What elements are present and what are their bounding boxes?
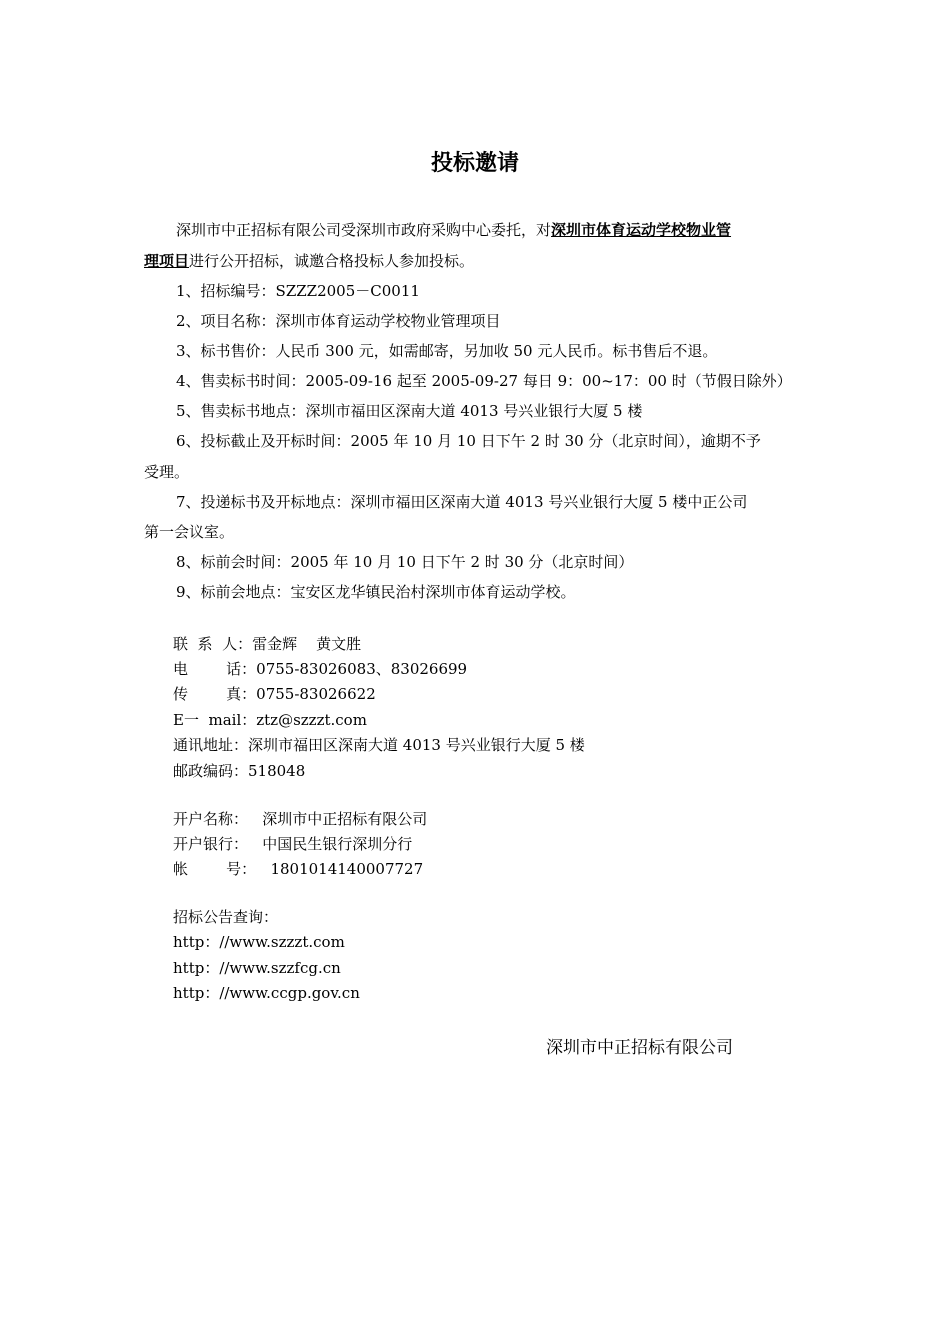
contact-address: 通讯地址：深圳市福田区深南大道 4013 号兴业银行大厦 5 楼 <box>173 736 585 754</box>
item-tender-number: 1、招标编号：SZZZ2005－C0011 <box>176 282 420 300</box>
item-submission-location: 7、投递标书及开标地点：深圳市福田区深南大道 4013 号兴业银行大厦 5 楼中正公司 <box>176 493 748 511</box>
company-signature: 深圳市中正招标有限公司 <box>546 1038 733 1058</box>
item-sale-time: 4、售卖标书时间：2005-09-16 起至 2005-09-27 每日 9：00~17：00 时（节假日除外） <box>176 372 792 390</box>
bank-account-number: 帐 号： 1801014140007727 <box>173 860 424 878</box>
query-url-ccgp[interactable]: http：//www.ccgp.gov.cn <box>173 984 360 1002</box>
contact-phone: 电 话：0755-83026083、83026699 <box>173 660 468 678</box>
query-url-szzzt[interactable]: http：//www.szzzt.com <box>173 933 345 951</box>
document-title: 投标邀请 <box>430 151 519 176</box>
bank-name: 开户银行： 中国民生银行深圳分行 <box>173 835 413 853</box>
intro-line-1 <box>176 220 731 240</box>
intro-line-2 <box>144 251 474 271</box>
item-deadline: 6、投标截止及开标时间：2005 年 10 月 10 日下午 2 时 30 分（北京时间），逾期不予 <box>176 432 761 450</box>
item-sale-location: 5、售卖标书地点：深圳市福田区深南大道 4013 号兴业银行大厦 5 楼 <box>176 402 643 420</box>
query-heading: 招标公告查询： <box>173 908 279 926</box>
item-submission-location-cont: 第一会议室。 <box>144 523 235 541</box>
item-prebid-time: 8、标前会时间：2005 年 10 月 10 日下午 2 时 30 分（北京时间） <box>176 553 634 571</box>
project-name-emphasis: 深圳市体育运动学校物业管 <box>551 221 732 239</box>
contact-email: E一 mail：ztz@szzzt.com <box>173 711 367 729</box>
intro-text-cont: 进行公开招标，诚邀合格投标人参加投标。 <box>189 252 475 270</box>
item-deadline-cont: 受理。 <box>144 463 190 481</box>
item-project-name: 2、项目名称：深圳市体育运动学校物业管理项目 <box>176 312 501 330</box>
contact-fax: 传 真：0755-83026622 <box>173 685 376 703</box>
item-prebid-location: 9、标前会地点：宝安区龙华镇民治村深圳市体育运动学校。 <box>176 583 576 601</box>
intro-text: 深圳市中正招标有限公司受深圳市政府采购中心委托，对 <box>176 221 552 239</box>
contact-postcode: 邮政编码：518048 <box>173 762 306 780</box>
project-name-emphasis-cont: 理项目 <box>144 252 190 270</box>
item-document-price: 3、标书售价：人民币 300 元，如需邮寄，另加收 50 元人民币。标书售后不退。 <box>176 342 718 360</box>
contact-person: 联 系 人：雷金辉 黄文胜 <box>173 635 362 653</box>
query-url-szzfcg[interactable]: http：//www.szzfcg.cn <box>173 959 341 977</box>
bank-account-name: 开户名称： 深圳市中正招标有限公司 <box>173 810 428 828</box>
